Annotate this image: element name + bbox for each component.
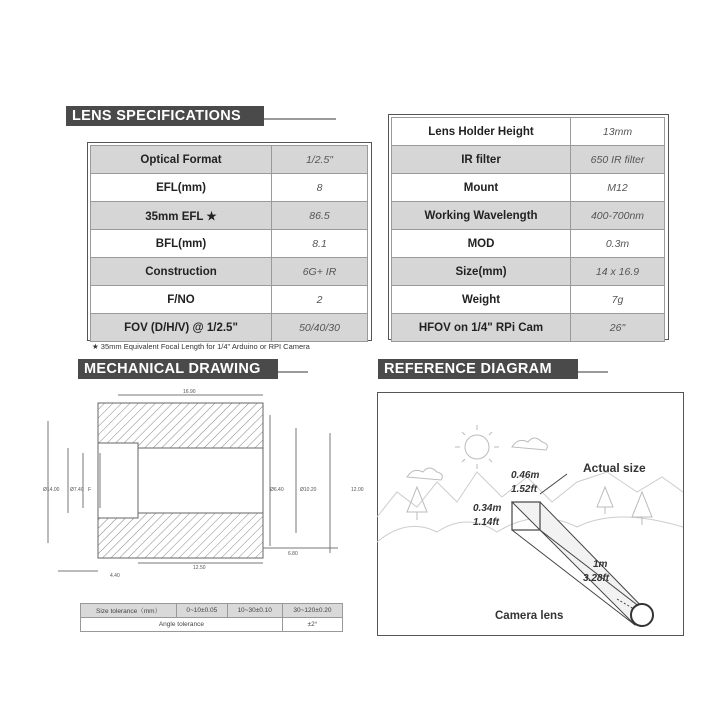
spec-value: 6G+ IR	[272, 258, 368, 286]
tol-range-3: 30~120±0.20	[282, 604, 342, 618]
footnote: ★ 35mm Equivalent Focal Length for 1/4" Arduino or RPI Camera	[92, 342, 310, 351]
title-underline	[264, 118, 336, 120]
tol-range-1: 0~10±0.05	[177, 604, 227, 618]
camera-lens-label: Camera lens	[495, 610, 564, 622]
spec-row	[91, 230, 368, 258]
spec-row	[91, 314, 368, 342]
lens-specs-title	[66, 106, 264, 126]
spec-row	[392, 174, 665, 202]
dim-height: 12.00	[351, 487, 364, 493]
spec-label: IR filter	[392, 146, 571, 174]
dim-len: 12.50	[193, 565, 206, 571]
camera-lens-icon	[631, 604, 653, 626]
dim-left: 4.40	[110, 573, 120, 579]
spec-value: 400-700nm	[571, 202, 665, 230]
title-underline	[578, 371, 608, 373]
spec-label: Optical Format	[91, 146, 272, 174]
spec-value: 7g	[571, 286, 665, 314]
dim-right: 6.80	[288, 551, 298, 557]
spec-row	[392, 258, 665, 286]
dim-dia-outer: Ø14.00	[43, 487, 60, 493]
reference-title	[378, 359, 578, 379]
spec-label: HFOV on 1/4" RPi Cam	[392, 314, 571, 342]
spec-label: Working Wavelength	[392, 202, 571, 230]
angle-tol-value: ±2°	[282, 618, 342, 632]
spec-label: FOV (D/H/V) @ 1/2.5"	[91, 314, 272, 342]
title-underline	[278, 371, 308, 373]
spec-value: 50/40/30	[272, 314, 368, 342]
left-spec-table	[90, 145, 368, 342]
right-spec-table	[391, 117, 665, 342]
lens-barrel	[98, 443, 138, 518]
dim-dia-thread: Ø10.20	[300, 487, 317, 493]
spec-label: BFL(mm)	[91, 230, 272, 258]
spec-row	[91, 286, 368, 314]
reference-title-text: REFERENCE DIAGRAM	[384, 361, 552, 377]
lens-inner	[138, 448, 263, 513]
width-ft: 1.52ft	[511, 484, 538, 495]
spec-row	[91, 258, 368, 286]
spec-label: Weight	[392, 286, 571, 314]
mechanical-title-text: MECHANICAL DRAWING	[84, 361, 261, 377]
spec-value: 86.5	[272, 202, 368, 230]
lens-specs-title-text: LENS SPECIFICATIONS	[72, 108, 241, 124]
spec-value: 8.1	[272, 230, 368, 258]
spec-row	[91, 146, 368, 174]
spec-value: 13mm	[571, 118, 665, 146]
dim-dia-lens: Ø7.40	[70, 487, 84, 493]
spec-row	[392, 230, 665, 258]
actual-size-label: Actual size	[583, 461, 646, 475]
mechanical-drawing	[38, 389, 368, 593]
spec-label: Lens Holder Height	[392, 118, 571, 146]
spec-row	[392, 118, 665, 146]
dim-dia-inner: Ø6.40	[270, 487, 284, 493]
dim-f-mark: F	[88, 487, 92, 493]
lens-body-bottom	[98, 513, 263, 558]
tol-label: Size tolerance（mm）	[81, 604, 177, 618]
spec-row	[91, 174, 368, 202]
angle-tol-label: Angle tolerance	[81, 618, 283, 632]
lens-body-top	[98, 403, 263, 448]
spec-value: 2	[272, 286, 368, 314]
spec-value: 14 x 16.9	[571, 258, 665, 286]
spec-label: Construction	[91, 258, 272, 286]
spec-value: M12	[571, 174, 665, 202]
tol-range-2: 10~30±0.10	[227, 604, 282, 618]
dist-ft: 3.28ft	[583, 573, 610, 584]
spec-row	[91, 202, 368, 230]
spec-label: Mount	[392, 174, 571, 202]
tolerance-table	[80, 603, 343, 632]
spec-value: 26"	[571, 314, 665, 342]
mechanical-title	[78, 359, 278, 379]
spec-label: Size(mm)	[392, 258, 571, 286]
spec-value: 1/2.5"	[272, 146, 368, 174]
spec-label: MOD	[392, 230, 571, 258]
dist-m: 1m	[593, 559, 608, 570]
width-m: 0.46m	[511, 470, 540, 481]
height-ft: 1.14ft	[473, 517, 500, 528]
spec-value: 650 IR filter	[571, 146, 665, 174]
spec-row	[392, 314, 665, 342]
spec-value: 0.3m	[571, 230, 665, 258]
spec-label: 35mm EFL ★	[91, 202, 272, 230]
spec-row	[392, 146, 665, 174]
height-m: 0.34m	[473, 503, 502, 514]
reference-diagram	[377, 392, 685, 637]
spec-label: EFL(mm)	[91, 174, 272, 202]
spec-row	[392, 286, 665, 314]
spec-value: 8	[272, 174, 368, 202]
dim-top: 16.90	[183, 389, 196, 395]
spec-row	[392, 202, 665, 230]
spec-label: F/NO	[91, 286, 272, 314]
